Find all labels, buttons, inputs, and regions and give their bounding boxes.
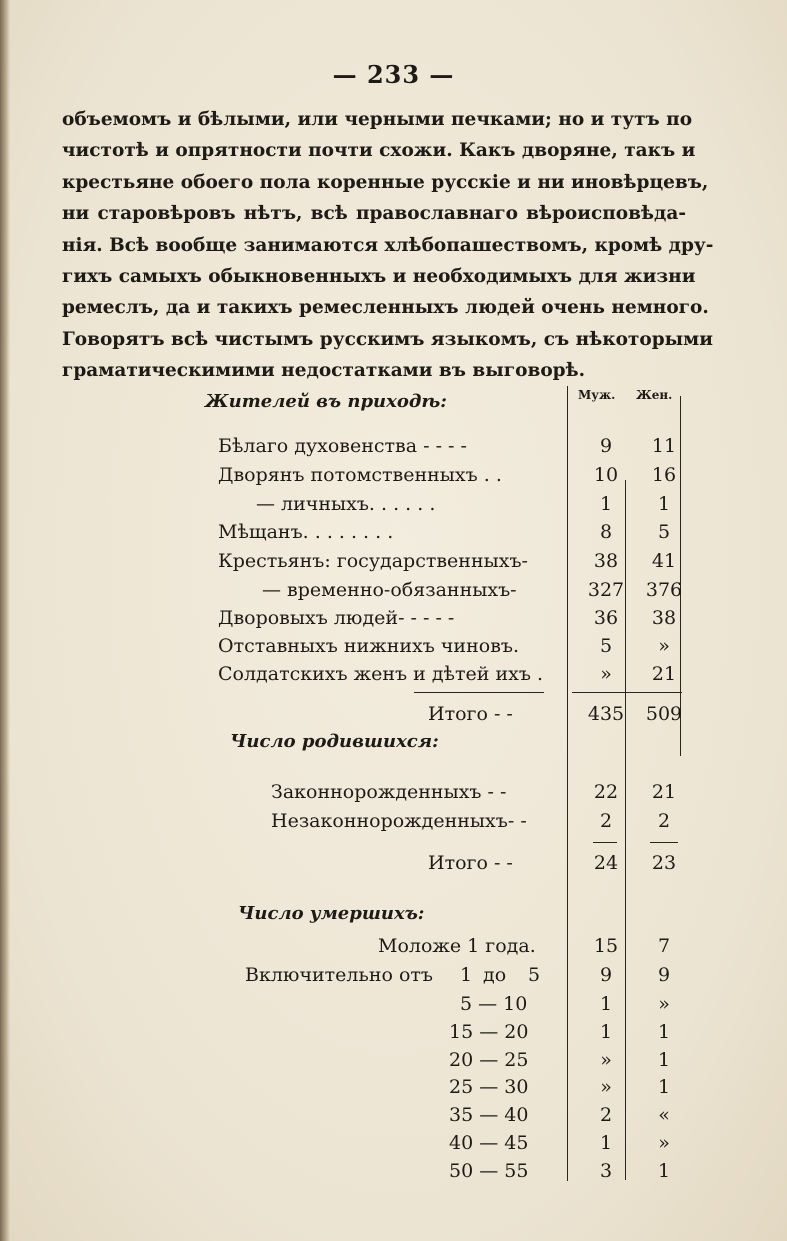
row-label: Незаконнорожденныхъ- - xyxy=(271,810,527,832)
total-rule xyxy=(414,692,544,693)
row-label: Законнорожденныхъ - - xyxy=(271,781,507,803)
female-value: » xyxy=(658,635,670,657)
paragraph-line: чистотѣ и опрятности почти схожи. Какъ дворяне, такъ и xyxy=(62,140,696,162)
total-rule xyxy=(572,692,682,693)
female-value: 1 xyxy=(657,1049,671,1071)
male-value: » xyxy=(600,663,612,685)
male-value: 9 xyxy=(599,435,613,457)
age-range-label: 40 — 45 xyxy=(449,1132,529,1154)
male-value: » xyxy=(600,1049,612,1071)
paragraph-line: Говорятъ всѣ чистымъ русскимъ языкомъ, съ нѣкоторыми xyxy=(62,328,713,350)
row-label: Включительно отъ xyxy=(245,964,434,986)
male-value: 9 xyxy=(599,964,613,986)
paragraph-line: нія. Всѣ вообще занимаются хлѣбопашествомъ, кромѣ дру- xyxy=(62,234,714,256)
male-value: 1 xyxy=(599,493,613,515)
male-value: 15 xyxy=(593,935,619,957)
row-label: Мѣщанъ. . . . . . . . xyxy=(218,521,394,543)
male-value: 38 xyxy=(593,550,619,572)
female-value: 7 xyxy=(657,935,671,957)
age-range-label: 50 — 55 xyxy=(449,1160,529,1182)
row-label: Дворовыхъ людей- - - - - xyxy=(218,607,455,629)
age-range-label: 5 — 10 xyxy=(460,993,528,1015)
page-number: — 233 — xyxy=(332,60,455,89)
row-label: Дворянъ потомственныхъ . . xyxy=(218,464,502,486)
female-value: 41 xyxy=(651,550,677,572)
total-rule xyxy=(593,842,617,843)
male-value: 1 xyxy=(599,1132,613,1154)
male-total: 24 xyxy=(593,852,619,874)
range-to: 5 xyxy=(528,964,541,986)
male-value: 36 xyxy=(593,607,619,629)
female-value: 9 xyxy=(657,964,671,986)
age-range-label: 15 — 20 xyxy=(449,1021,529,1043)
age-range-label: 20 — 25 xyxy=(449,1049,529,1071)
paragraph-line: ни старовѣровъ нѣтъ, всѣ православнаго вѣроисповѣда- xyxy=(62,203,686,225)
total-rule xyxy=(650,842,678,843)
male-total: 435 xyxy=(587,703,625,725)
row-label: — личныхъ. . . . . . xyxy=(256,493,436,515)
female-value: 1 xyxy=(657,1021,671,1043)
female-total: 509 xyxy=(645,703,683,725)
female-value: 16 xyxy=(651,464,677,486)
male-value: » xyxy=(600,1076,612,1098)
female-value: 11 xyxy=(651,435,677,457)
range-to-word: до xyxy=(483,964,507,986)
row-label: Бѣлаго духовенства - - - - xyxy=(218,435,467,457)
section-heading-births: Число родившихся: xyxy=(230,731,439,752)
row-label: Моложе 1 года. xyxy=(378,935,536,957)
paragraph-line: крестьяне обоего пола коренные русскіе и ни иновѣрцевъ, xyxy=(62,171,709,193)
row-label: Крестьянъ: государственныхъ- xyxy=(218,550,528,572)
column-header-male: Муж. xyxy=(578,388,616,402)
paragraph-line: объемомъ и бѣлыми, или черными печками; но и тутъ по xyxy=(62,109,693,130)
male-value: 2 xyxy=(599,1104,613,1126)
male-value: 1 xyxy=(599,993,613,1015)
range-from: 1 xyxy=(460,964,473,986)
male-value: 1 xyxy=(599,1021,613,1043)
male-value: 22 xyxy=(593,781,619,803)
column-header-female: Жен. xyxy=(636,388,673,402)
total-label: Итого - - xyxy=(428,703,513,725)
female-value: 5 xyxy=(657,521,671,543)
male-value: 5 xyxy=(599,635,613,657)
female-value: 21 xyxy=(651,781,677,803)
row-label: Отставныхъ нижнихъ чиновъ. xyxy=(218,635,520,657)
male-value: 3 xyxy=(599,1160,613,1182)
section-heading-residents: Жителей въ приходѣ: xyxy=(205,391,447,412)
female-value: 2 xyxy=(657,810,671,832)
female-total: 23 xyxy=(651,852,677,874)
age-range-label: 35 — 40 xyxy=(449,1104,529,1126)
male-value: 327 xyxy=(587,579,625,601)
row-label: Солдатскихъ женъ и дѣтей ихъ . xyxy=(218,663,543,685)
age-range-label: 25 — 30 xyxy=(449,1076,529,1098)
total-label: Итого - - xyxy=(428,852,513,874)
female-value: » xyxy=(658,1132,670,1154)
paragraph-line: граматическимими недостатками въ выговорѣ. xyxy=(62,360,586,382)
female-value: » xyxy=(658,993,670,1015)
female-value: 376 xyxy=(645,579,683,601)
column-rule xyxy=(567,386,568,1181)
female-value: « xyxy=(658,1104,670,1126)
section-heading-deaths: Число умершихъ: xyxy=(238,903,425,924)
female-value: 21 xyxy=(651,663,677,685)
paragraph-line: ремеслъ, да и такихъ ремесленныхъ людей очень немного. xyxy=(62,297,709,319)
male-value: 8 xyxy=(599,521,613,543)
paragraph-line: гихъ самыхъ обыкновенныхъ и необходимыхъ для жизни xyxy=(62,265,696,287)
female-value: 1 xyxy=(657,493,671,515)
female-value: 1 xyxy=(657,1076,671,1098)
male-value: 2 xyxy=(599,810,613,832)
male-value: 10 xyxy=(593,464,619,486)
row-label: — временно-обязанныхъ- xyxy=(262,579,517,601)
female-value: 38 xyxy=(651,607,677,629)
female-value: 1 xyxy=(657,1160,671,1182)
